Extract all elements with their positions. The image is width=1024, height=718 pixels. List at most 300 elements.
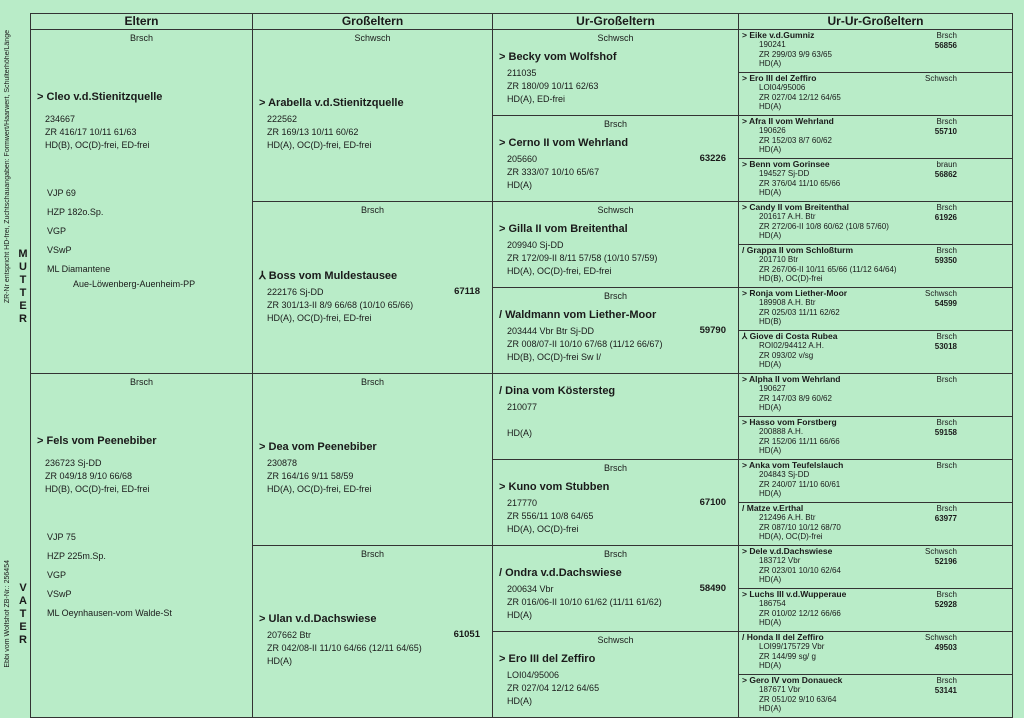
dog-number: 49503 [934, 643, 957, 652]
performance-line: VJP 69 [47, 188, 76, 198]
performance-line: ML Oeynhausen-vom Walde-St [47, 608, 172, 618]
dog-number: 67118 [454, 286, 480, 297]
dog-number: 54599 [934, 299, 957, 308]
dog-info-line: 201710 Btr [759, 255, 799, 264]
dog-info-line: 200888 A.H. [759, 427, 804, 436]
dog-name-text: Kuno vom Stubben [508, 481, 610, 493]
dog-name [493, 653, 738, 665]
coat-color: Schwsch [354, 33, 391, 43]
dog-info-line: 190241 [759, 40, 786, 49]
dog-name [739, 632, 1012, 642]
dog-name-text: Benn vom Gorinsee [749, 159, 830, 169]
great-great-grandparent-cell [739, 30, 1013, 73]
dog-info-line: 201617 A.H. Btr [759, 212, 816, 221]
great-great-grandparent-box [739, 675, 1012, 717]
dog-info-line: 236723 Sj-DD [45, 458, 102, 468]
dog-info-line: ZR 023/01 10/10 62/64 [759, 565, 841, 575]
dog-name-text: Ronja vom Liether-Moor [749, 288, 848, 298]
coat-color: Brsch [360, 205, 384, 215]
grandparent-cell [253, 202, 493, 374]
greatgrandparent-cell [493, 288, 739, 374]
dog-name-text: Afra II vom Wehrland [749, 116, 834, 126]
pedigree-row [31, 374, 1013, 417]
lineage-mark: > [259, 441, 266, 453]
dog-info-line: ZR 299/03 9/9 63/65 [759, 49, 832, 59]
great-great-grandparent-cell [739, 675, 1013, 718]
pedigree-table [30, 13, 1013, 718]
dog-name [739, 288, 1012, 298]
dog-name-text: Honda II del Zeffiro [746, 632, 824, 642]
great-great-grandparent-cell [739, 589, 1013, 632]
great-great-grandparent-box [739, 288, 1012, 330]
greatgrandparent-box [493, 460, 738, 545]
dog-name [493, 385, 738, 397]
lineage-mark: / [499, 567, 503, 579]
dog-info-line: ZR 152/06 11/11 66/66 [759, 436, 840, 446]
dog-info-line: ZR 416/17 10/11 61/63 [45, 127, 137, 137]
side-margin [0, 0, 30, 718]
dog-info-line: 189908 A.H. Btr [759, 298, 816, 307]
dog-info [31, 113, 252, 152]
dog-name [739, 589, 1012, 599]
dog-number: 55710 [934, 127, 957, 136]
dog-name-text: Candy II vom Breitenthal [749, 202, 850, 212]
greatgrandparent-cell [493, 374, 739, 460]
dog-name [739, 245, 1012, 255]
dog-name-text: Alpha II vom Wehrland [749, 374, 841, 384]
lineage-mark: / [742, 632, 745, 642]
dog-info-line: 222562 [267, 114, 298, 124]
dog-number: 56856 [934, 41, 957, 50]
dog-number: 52928 [934, 600, 957, 609]
header-ur-grosseltern: Ur-Großeltern [493, 14, 739, 30]
dog-info [493, 153, 738, 192]
dog-info-line: 217770 [507, 498, 538, 508]
header-eltern: Eltern [31, 14, 253, 30]
dog-number: 56862 [934, 170, 957, 179]
dog-info-line: HD(B), OC(D)-frei [759, 274, 823, 283]
dog-info-line: 212496 A.H. Btr [759, 513, 816, 522]
dog-info-line: ZR 172/09-II 8/11 57/58 (10/10 57/59) [507, 253, 658, 263]
great-great-grandparent-cell [739, 331, 1013, 374]
coat-color: Brsch [936, 504, 957, 513]
lineage-mark: > [499, 653, 506, 665]
performance-line: VGP [47, 570, 67, 580]
performance-line: VSwP [47, 589, 72, 599]
dog-info-line: ZR 240/07 11/10 60/61 [759, 479, 841, 489]
dog-info-line: 187671 Vbr [759, 685, 801, 694]
great-great-grandparent-box [739, 589, 1012, 631]
great-great-grandparent-cell [739, 546, 1013, 589]
greatgrandparent-box [493, 116, 738, 201]
mutter-label [16, 248, 30, 326]
great-great-grandparent-box [739, 73, 1012, 115]
dog-name-text: Fels vom Peenebiber [46, 435, 157, 447]
lineage-mark: > [742, 30, 747, 40]
dog-name-text: Cleo v.d.Stienitzquelle [46, 91, 163, 103]
dog-number: 61051 [453, 629, 480, 640]
coat-color: Brsch [936, 31, 957, 40]
performance-line: HZP 225m.Sp. [47, 551, 106, 561]
dog-info-line: 194527 Sj-DD [759, 169, 810, 178]
lineage-mark: ⅄ [259, 270, 266, 282]
dog-name-text: Ulan v.d.Dachswiese [268, 613, 377, 625]
dog-info-line: ZR 376/04 11/10 65/66 [759, 178, 841, 188]
dog-info-line: ZR 152/03 8/7 60/62 [759, 135, 832, 145]
dog-info-line: HD(A) [759, 489, 782, 498]
great-great-grandparent-box [739, 331, 1012, 373]
lineage-mark: > [742, 675, 747, 685]
dog-name-text: Gilla II vom Breitenthal [508, 223, 628, 235]
dog-info-line: HD(A) [759, 102, 782, 111]
coat-color: Brsch [936, 117, 957, 126]
performance-block [31, 528, 252, 623]
dog-name-text: Anka vom Teufelslauch [749, 460, 844, 470]
parent-box [31, 374, 252, 714]
lineage-mark: > [499, 51, 506, 63]
dog-info [493, 583, 738, 622]
great-great-grandparent-cell [739, 73, 1013, 116]
dog-number: 63226 [699, 153, 726, 164]
dog-info-line: 200634 Vbr [507, 584, 554, 594]
coat-color: Brsch [936, 590, 957, 599]
dog-info-line: ZR 272/06-II 10/8 60/62 (10/8 57/60) [759, 221, 889, 231]
dog-info-line [493, 414, 738, 427]
dog-number: 52196 [934, 557, 957, 566]
dog-name [493, 567, 738, 579]
dog-info-line: HD(B), OC(D)-frei Sw I/ [507, 352, 601, 362]
lineage-mark: / [499, 309, 503, 321]
dog-number: 53141 [934, 686, 957, 695]
dog-info-line: ZR 301/13-II 8/9 66/68 (10/10 65/66) [267, 300, 414, 310]
mutter-letter: R [19, 313, 27, 325]
dog-info-line: 211035 [507, 68, 537, 78]
dog-info-line: HD(A) [759, 661, 782, 670]
greatgrandparent-box [493, 288, 738, 373]
dog-name-text: Waldmann vom Liether-Moor [505, 309, 657, 321]
dog-info-line: HD(A) [507, 610, 532, 620]
dog-info-line: ZR 010/02 12/12 66/66 [759, 608, 841, 618]
dog-info-line: HD(A) [507, 696, 532, 706]
dog-info-line: 209940 Sj-DD [507, 240, 564, 250]
dog-info-line: HD(A), OC(D)-frei, ED-frei [267, 140, 372, 150]
dog-info-line: LOI04/95006 [759, 83, 806, 92]
dog-name [739, 417, 1012, 427]
greatgrandparent-cell [493, 202, 739, 288]
dog-info-line: ZR 556/11 10/8 64/65 [507, 511, 594, 521]
dog-name-text: Dele v.d.Dachswiese [749, 546, 833, 556]
vater-label [16, 582, 30, 647]
dog-info [493, 239, 738, 278]
header-row [31, 14, 1013, 30]
dog-info-line: ZR 144/99 sg/ g [759, 651, 816, 661]
dog-info-line: ZR 027/04 12/12 64/65 [759, 92, 841, 102]
dog-name [253, 441, 492, 453]
coat-color: Brsch [360, 549, 384, 559]
dog-number: 53018 [934, 342, 957, 351]
dog-name [31, 91, 252, 103]
coat-color: Brsch [603, 549, 627, 559]
dog-info-line: ZR 042/08-II 11/10 64/66 (12/11 64/65) [267, 643, 422, 653]
dog-name-text: Ero III del Zeffiro [749, 73, 817, 83]
pedigree-row [31, 30, 1013, 73]
dog-info-line: 205660 [507, 154, 538, 164]
dog-name-text: Cerno II vom Wehrland [508, 137, 629, 149]
dog-name-text: Dina vom Köstersteg [505, 385, 616, 397]
dog-info-line: HD(A) [759, 446, 782, 455]
dog-info-line: 210077 [507, 402, 538, 412]
dog-info-line: HD(A), OC(D)-frei, ED-frei [507, 266, 612, 276]
dog-info-line: 204843 Sj-DD [759, 470, 810, 479]
dog-info [493, 497, 738, 536]
vater-letter: E [19, 621, 27, 633]
dog-name [739, 331, 1012, 341]
vater-letter: A [19, 595, 27, 607]
great-great-grandparent-box [739, 159, 1012, 201]
dog-info-line: ZR 087/10 10/12 68/70 [759, 522, 841, 532]
dog-info-line: HD(A), OC(D)-frei [507, 524, 579, 534]
performance-line: VGP [47, 226, 67, 236]
header-grosseltern: Großeltern [253, 14, 493, 30]
lineage-mark: > [742, 202, 747, 212]
dog-name-text: Boss vom Muldestausee [268, 270, 398, 282]
lineage-mark: > [742, 288, 747, 298]
dog-info-line: HD(A) [759, 145, 782, 154]
dog-info-line: HD(B) [759, 317, 782, 326]
great-great-grandparent-cell [739, 632, 1013, 675]
dog-name [739, 202, 1012, 212]
dog-name-text: Dea vom Peenebiber [268, 441, 377, 453]
dog-name-text: Ero III del Zeffiro [508, 653, 596, 665]
grandparent-box [253, 202, 492, 372]
dog-number: 59158 [934, 428, 957, 437]
dog-info-line: 207662 Btr [267, 630, 312, 640]
dog-name-text: Luchs III v.d.Wupperaue [749, 589, 847, 599]
dog-info-line: ROI02/94412 A.H. [759, 341, 824, 350]
dog-info-line: HD(B), OC(D)-frei, ED-frei [45, 484, 150, 494]
dog-name [739, 546, 1012, 556]
dog-info-line: ZR 027/04 12/12 64/65 [507, 683, 600, 693]
lineage-mark: > [499, 481, 506, 493]
dog-name-text: Becky vom Wolfshof [508, 51, 617, 63]
vater-letter: V [19, 582, 27, 594]
greatgrandparent-box [493, 632, 738, 717]
great-great-grandparent-box [739, 417, 1012, 459]
great-great-grandparent-cell [739, 202, 1013, 245]
dog-name [253, 269, 492, 282]
dog-info-line: 190627 [759, 384, 786, 393]
side-note-bottom: Ebbi vom Wolfshof ZB-Nr.: 256454 [4, 560, 11, 668]
dog-info-line: ZR 093/02 v/sg [759, 350, 814, 360]
dog-info-line: ZR 164/16 9/11 58/59 [267, 471, 354, 481]
lineage-mark: > [742, 589, 747, 599]
lineage-mark: ⅄ [742, 331, 748, 341]
grandparent-cell [253, 30, 493, 202]
dog-info-line: HD(A) [267, 656, 292, 666]
lineage-mark: > [742, 417, 747, 427]
dog-name-text: Matze v.Erthal [746, 503, 804, 513]
dog-info-line: HD(A) [759, 188, 782, 197]
dog-info-line: HD(A) [759, 231, 782, 240]
dog-name-text: Hasso vom Forstberg [749, 417, 837, 427]
coat-color: Schwsch [597, 33, 634, 43]
dog-number: 58490 [699, 583, 726, 594]
great-great-grandparent-box [739, 30, 1012, 72]
coat-color: Brsch [936, 418, 957, 427]
greatgrandparent-box [493, 374, 738, 459]
dog-info [253, 629, 492, 668]
dog-info-line: HD(A), OC(D)-frei, ED-frei [267, 313, 372, 323]
coat-color: Brsch [603, 463, 627, 473]
greatgrandparent-cell [493, 632, 739, 718]
performance-line: VJP 75 [47, 532, 76, 542]
coat-color: braun [936, 160, 957, 169]
dog-info [493, 325, 738, 364]
dog-info-line: HD(A) [759, 704, 782, 713]
greatgrandparent-box [493, 30, 738, 115]
great-great-grandparent-box [739, 245, 1012, 287]
performance-line: HZP 182o.Sp. [47, 207, 104, 217]
dog-name [739, 159, 1012, 169]
greatgrandparent-cell [493, 546, 739, 632]
dog-info-line: HD(A), OC(D)-frei [759, 532, 823, 541]
dog-info-line: ZR 025/03 11/11 62/62 [759, 307, 840, 317]
great-great-grandparent-cell [739, 245, 1013, 288]
great-great-grandparent-box [739, 546, 1012, 588]
coat-color: Brsch [603, 119, 627, 129]
coat-color: Brsch [936, 246, 957, 255]
dog-number: 61926 [934, 213, 957, 222]
dog-info-line: HD(B), OC(D)-frei, ED-frei [45, 140, 150, 150]
dog-info-line: 230878 [267, 458, 298, 468]
dog-info-line: ZR 049/18 9/10 66/68 [45, 471, 133, 481]
lineage-mark: > [742, 374, 747, 384]
coat-color: Schwsch [597, 635, 634, 645]
lineage-mark: > [742, 73, 747, 83]
dog-info [493, 669, 738, 708]
dog-name-text: Eike v.d.Gumniz [749, 30, 815, 40]
lineage-mark: > [37, 435, 44, 447]
dog-info-line: ZR 169/13 10/11 60/62 [267, 127, 359, 137]
mutter-letter: U [19, 261, 27, 273]
dog-info-line: ZR 333/07 10/10 65/67 [507, 167, 600, 177]
lineage-mark: / [742, 503, 745, 513]
performance-line: Aue-Löwenberg-Auenheim-PP [73, 279, 196, 289]
dog-info-line: 203444 Vbr Btr Sj-DD [507, 326, 595, 336]
lineage-mark: / [499, 385, 503, 397]
performance-block [31, 184, 252, 289]
dog-name [493, 137, 738, 149]
coat-color: Brsch [129, 33, 153, 43]
dog-info-line: ZR 008/07-II 10/10 67/68 (11/12 66/67) [507, 339, 663, 349]
great-great-grandparent-cell [739, 417, 1013, 460]
dog-info-line: ZR 016/06-II 10/10 61/62 (11/11 61/62) [507, 597, 662, 607]
dog-name [739, 460, 1012, 470]
dog-name-text: Arabella v.d.Stienitzquelle [268, 97, 404, 109]
dog-name [31, 435, 252, 447]
mutter-letter: M [18, 248, 28, 260]
dog-name-text: Grappa II vom Schloßturm [746, 245, 854, 255]
dog-info-line: LOI99/175729 Vbr [759, 642, 825, 651]
dog-info-line: 186754 [759, 599, 786, 608]
grandparent-cell [253, 374, 493, 546]
greatgrandparent-cell [493, 116, 739, 202]
coat-color: Brsch [936, 461, 957, 470]
great-great-grandparent-box [739, 632, 1012, 674]
dog-info-line: 234667 [45, 114, 76, 124]
side-note-top: ZR-Nr entspricht HD-frei, Zuchtschauangaben: Formwert/Haarwert, Schulterhöhe/Länge [4, 30, 11, 304]
great-great-grandparent-cell [739, 159, 1013, 202]
mutter-letter: E [19, 300, 27, 312]
vater-letter: R [19, 634, 27, 646]
dog-name [739, 675, 1012, 685]
dog-info-line: HD(A), OC(D)-frei, ED-frei [267, 484, 372, 494]
lineage-mark: > [259, 613, 266, 625]
dog-info-line: ZR 180/09 10/11 62/63 [507, 81, 599, 91]
header-ur-ur-grosseltern: Ur-Ur-Großeltern [739, 14, 1013, 30]
lineage-mark: > [499, 137, 506, 149]
vater-letter: T [19, 608, 27, 620]
dog-info-line: HD(A) [759, 360, 782, 369]
coat-color: Schwsch [597, 205, 634, 215]
parent-box [31, 30, 252, 370]
dog-name-text: Gero IV vom Donaueck [749, 675, 843, 685]
parent-cell [31, 374, 253, 718]
dog-name [739, 73, 1012, 83]
dog-name [253, 613, 492, 625]
grandparent-box [253, 546, 492, 716]
dog-info [253, 457, 492, 496]
dog-info-line: 190626 [759, 126, 786, 135]
mutter-letter: T [19, 274, 27, 286]
lineage-mark: > [742, 116, 747, 126]
dog-info [31, 457, 252, 496]
coat-color: Brsch [360, 377, 384, 387]
dog-name-text: Ondra v.d.Dachswiese [505, 567, 622, 579]
dog-name [739, 116, 1012, 126]
dog-name [739, 374, 1012, 384]
dog-info-line: 183712 Vbr [759, 556, 801, 565]
great-great-grandparent-cell [739, 503, 1013, 546]
dog-name [493, 51, 738, 63]
dog-info-line: HD(A) [759, 403, 782, 412]
dog-info-line: LOI04/95006 [507, 670, 560, 680]
dog-info-line: HD(A), ED-frei [507, 94, 565, 104]
dog-info [253, 113, 492, 152]
dog-number: 59350 [934, 256, 957, 265]
dog-number: 63977 [934, 514, 957, 523]
lineage-mark: > [37, 91, 44, 103]
dog-info [493, 401, 738, 440]
dog-number: 59790 [699, 325, 726, 336]
great-great-grandparent-cell [739, 116, 1013, 159]
dog-info [253, 286, 492, 325]
dog-info-line: ZR 267/06-II 10/11 65/66 (11/12 64/64) [759, 264, 897, 274]
great-great-grandparent-box [739, 116, 1012, 158]
dog-name-text: Giove di Costa Rubea [749, 331, 838, 341]
performance-line: VSwP [47, 245, 72, 255]
dog-name [739, 30, 1012, 40]
lineage-mark: > [259, 97, 266, 109]
coat-color: Schwsch [924, 74, 957, 83]
dog-info-line: HD(A) [507, 180, 532, 190]
dog-name [493, 223, 738, 235]
great-great-grandparent-box [739, 202, 1012, 244]
lineage-mark: > [499, 223, 506, 235]
greatgrandparent-cell [493, 30, 739, 116]
great-great-grandparent-cell [739, 288, 1013, 331]
coat-color: Brsch [936, 332, 957, 341]
